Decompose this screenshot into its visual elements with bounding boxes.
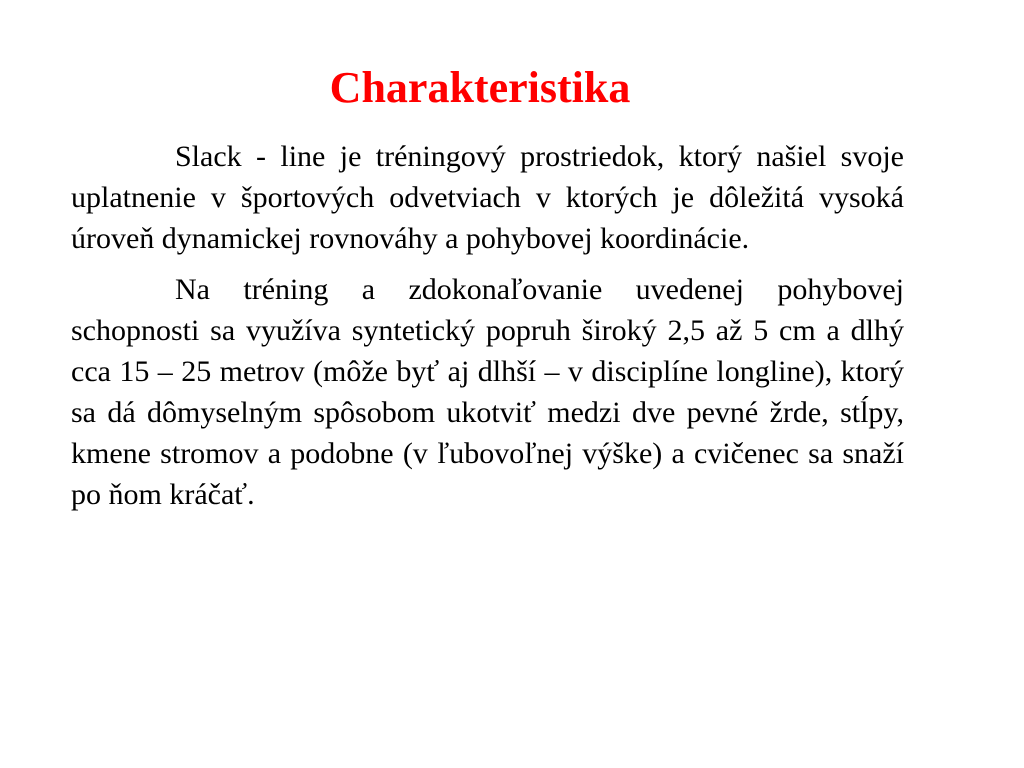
- paragraph-slackline-equipment: Na tréning a zdokonaľovanie uvedenej pohybovej schopnosti sa využíva syntetický popruh široký 2,5 až 5 cm a dlhý cca 15 – 25 metrov (môže byť aj dlhší – v disciplíne longline), ktorý sa dá dômyselným spôsobom ukotviť medzi dve pevné žrde, stĺpy, kmene stromov a podobne (v ľubovoľnej výške) a cvičenec sa snaží po ňom kráčať.: [71, 273, 904, 511]
- paragraph-slackline-definition: Slack - line je tréningový prostriedok, ktorý našiel svoje uplatnenie v športových odvetviach v ktorých je dôležitá vysoká úroveň dynamickej rovnováhy a pohybovej koordinácie.: [71, 140, 904, 255]
- slide-body: [71, 136, 904, 525]
- slide-title: Charakteristika: [329, 63, 631, 112]
